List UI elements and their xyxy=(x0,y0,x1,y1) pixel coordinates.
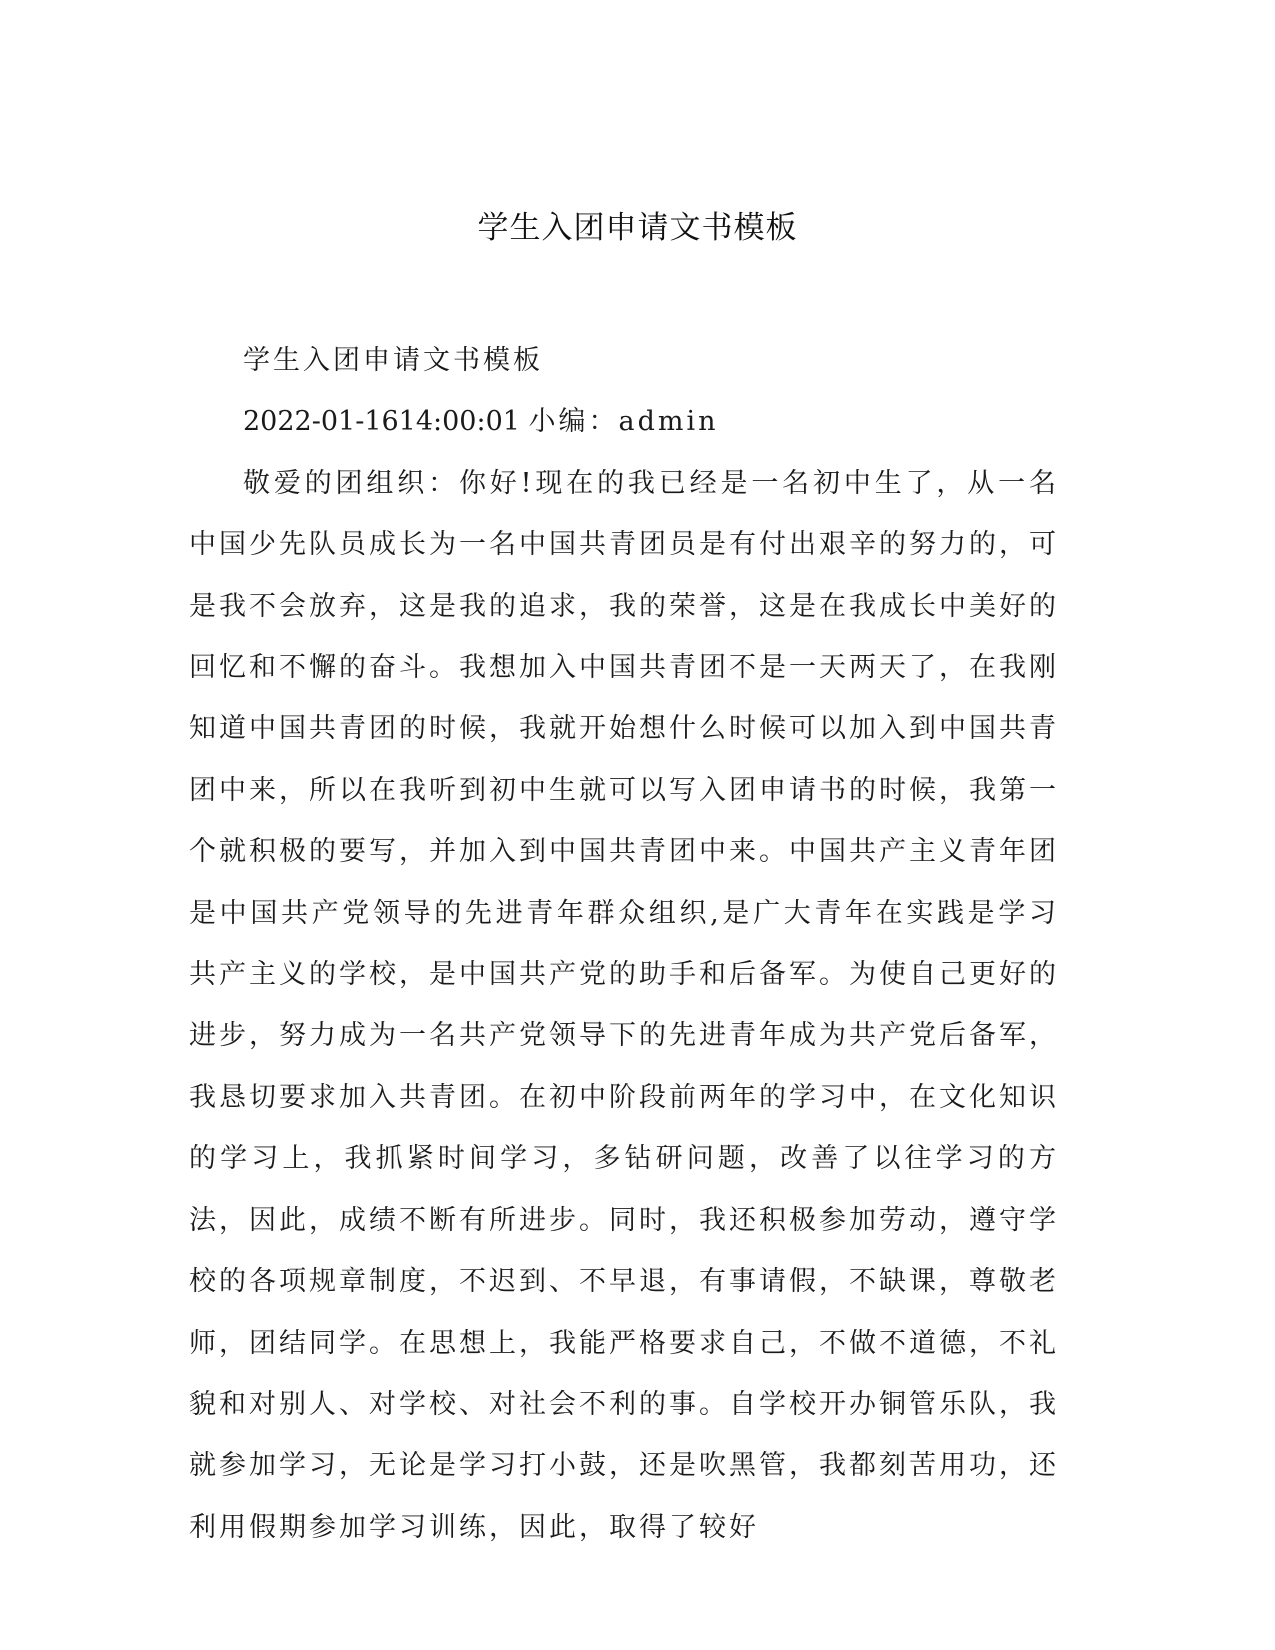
subtitle-line: 学生入团申请文书模板 xyxy=(243,345,543,376)
publish-date: 2022-01-1614:00:01 xyxy=(243,406,520,438)
editor-label: 小编：admin xyxy=(528,406,719,438)
body-paragraph: 敬爱的团组织：你好!现在的我已经是一名初中生了，从一名中国少先队员成长为一名中国共青团员是有付出艰辛的努力的，可是我不会放弃，这是我的追求，我的荣誉，这是在我成长中美好的回忆和不懈的奋斗。我想加入中国共青团不是一天两天了，在我刚知道中国共青团的时候，我就开始想什么时候可以加入到中国共青团中来，所以在我听到初中生就可以写入团申请书的时候，我第一个就积极的要写，并加入到中国共青团中来。中国共产主义青年团是中国共产党领导的先进青年群众组织,是广大青年在实践是学习共产主义的学校，是中国共产党的助手和后备军。为使自己更好的进步，努力成为一名共产党领导下的先进青年成为共产党后备军，我恳切要求加入共青团。在初中阶段前两年的学习中，在文化知识的学习上，我抓紧时间学习，多钻研问题，改善了以往学习的方法，因此，成绩不断有所进步。同时，我还积极参加劳动，遵守学校的各项规章制度，不迟到、不早退，有事请假，不缺课，尊敬老师，团结同学。在思想上，我能严格要求自己，不做不道德，不礼貌和对别人、对学校、对社会不利的事。自学校开办铜管乐队，我就参加学习，无论是学习打小鼓，还是吹黑管，我都刻苦用功，还利用假期参加学习训练，因此，取得了较好 xyxy=(189,467,1059,1543)
document-title: 学生入团申请文书模板 xyxy=(477,210,798,246)
document-body xyxy=(189,330,1059,1558)
meta-line xyxy=(189,391,1059,452)
